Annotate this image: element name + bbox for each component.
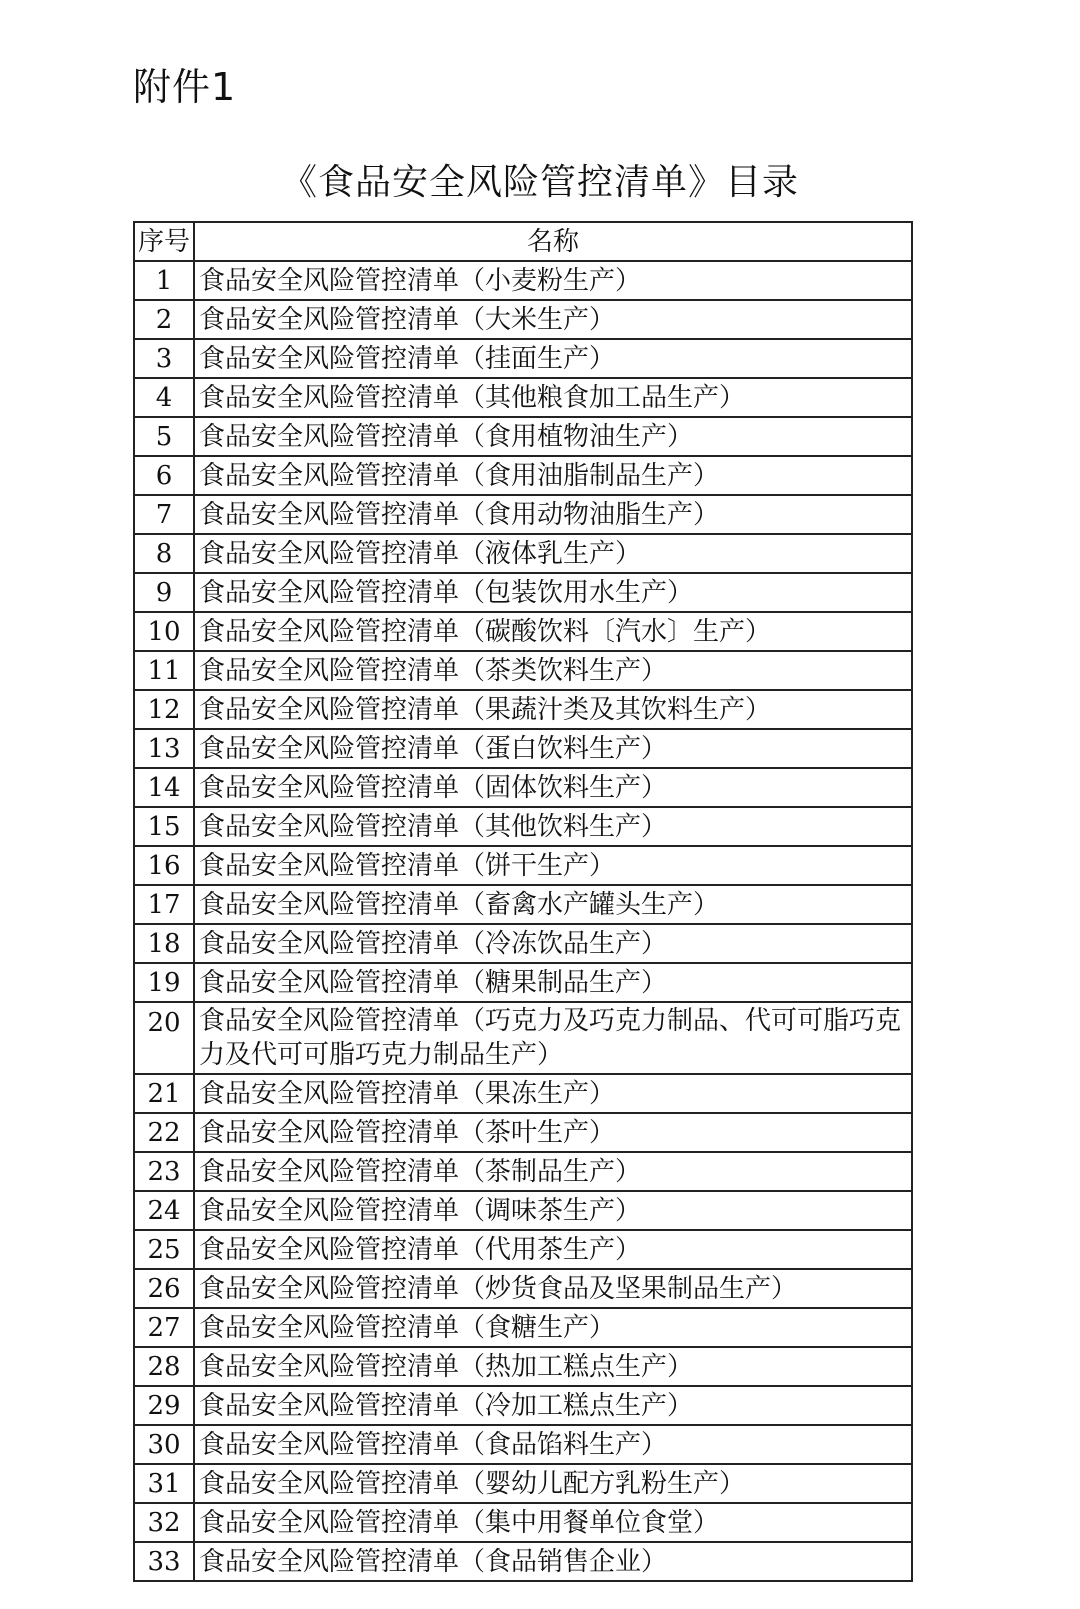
document-title: 《食品安全风险管控清单》目录 (280, 162, 799, 203)
row-name: 食品安全风险管控清单（其他饮料生产） (194, 807, 912, 846)
row-number: 16 (134, 846, 194, 885)
table-row (134, 1074, 912, 1113)
row-number: 13 (134, 729, 194, 768)
row-name: 食品安全风险管控清单（大米生产） (194, 300, 912, 339)
table-row (134, 885, 912, 924)
row-number: 32 (134, 1503, 194, 1542)
catalog-table (133, 221, 913, 1582)
row-name: 食品安全风险管控清单（果冻生产） (194, 1074, 912, 1113)
row-number: 28 (134, 1347, 194, 1386)
table-header-row (134, 222, 912, 261)
column-header-name: 名称 (194, 222, 912, 261)
table-row (134, 807, 912, 846)
table-row (134, 300, 912, 339)
row-number: 12 (134, 690, 194, 729)
table-row (134, 1542, 912, 1581)
table-row (134, 378, 912, 417)
row-number: 5 (134, 417, 194, 456)
row-name: 食品安全风险管控清单（茶叶生产） (194, 1113, 912, 1152)
row-number: 3 (134, 339, 194, 378)
row-number: 6 (134, 456, 194, 495)
row-name: 食品安全风险管控清单（其他粮食加工品生产） (194, 378, 912, 417)
row-number: 26 (134, 1269, 194, 1308)
table-row (134, 963, 912, 1002)
row-number: 15 (134, 807, 194, 846)
table-row (134, 417, 912, 456)
table-row (134, 1503, 912, 1542)
column-header-number: 序号 (134, 222, 194, 261)
table-row (134, 456, 912, 495)
row-name: 食品安全风险管控清单（蛋白饮料生产） (194, 729, 912, 768)
row-name: 食品安全风险管控清单（茶类饮料生产） (194, 651, 912, 690)
table-row (134, 573, 912, 612)
row-number: 2 (134, 300, 194, 339)
row-name: 食品安全风险管控清单（挂面生产） (194, 339, 912, 378)
row-number: 17 (134, 885, 194, 924)
table-row (134, 1464, 912, 1503)
row-name: 食品安全风险管控清单（小麦粉生产） (194, 261, 912, 300)
row-name: 食品安全风险管控清单（婴幼儿配方乳粉生产） (194, 1464, 912, 1503)
table-row (134, 846, 912, 885)
table-row (134, 1152, 912, 1191)
row-number: 11 (134, 651, 194, 690)
row-name: 食品安全风险管控清单（食糖生产） (194, 1308, 912, 1347)
table-row (134, 768, 912, 807)
table-row (134, 534, 912, 573)
row-name: 食品安全风险管控清单（巧克力及巧克力制品、代可可脂巧克力及代可可脂巧克力制品生产） (194, 1002, 912, 1074)
row-number: 25 (134, 1230, 194, 1269)
row-name: 食品安全风险管控清单（碳酸饮料〔汽水〕生产） (194, 612, 912, 651)
table-row (134, 1230, 912, 1269)
row-number: 22 (134, 1113, 194, 1152)
row-number: 14 (134, 768, 194, 807)
row-number: 23 (134, 1152, 194, 1191)
table-row (134, 1002, 912, 1074)
row-number: 27 (134, 1308, 194, 1347)
table-row (134, 1347, 912, 1386)
table-row (134, 1113, 912, 1152)
table-row (134, 261, 912, 300)
row-name: 食品安全风险管控清单（代用茶生产） (194, 1230, 912, 1269)
row-number: 30 (134, 1425, 194, 1464)
row-name: 食品安全风险管控清单（包装饮用水生产） (194, 573, 912, 612)
row-name: 食品安全风险管控清单（食品销售企业） (194, 1542, 912, 1581)
table-row (134, 339, 912, 378)
table-row (134, 1191, 912, 1230)
table-body (134, 261, 912, 1581)
row-number: 24 (134, 1191, 194, 1230)
row-name: 食品安全风险管控清单（糖果制品生产） (194, 963, 912, 1002)
row-name: 食品安全风险管控清单（食用油脂制品生产） (194, 456, 912, 495)
row-name: 食品安全风险管控清单（冷加工糕点生产） (194, 1386, 912, 1425)
row-number: 31 (134, 1464, 194, 1503)
row-name: 食品安全风险管控清单（饼干生产） (194, 846, 912, 885)
row-number: 33 (134, 1542, 194, 1581)
row-name: 食品安全风险管控清单（热加工糕点生产） (194, 1347, 912, 1386)
row-name: 食品安全风险管控清单（果蔬汁类及其饮料生产） (194, 690, 912, 729)
row-name: 食品安全风险管控清单（集中用餐单位食堂） (194, 1503, 912, 1542)
row-number: 19 (134, 963, 194, 1002)
row-name: 食品安全风险管控清单（固体饮料生产） (194, 768, 912, 807)
row-number: 8 (134, 534, 194, 573)
table-row (134, 729, 912, 768)
row-name: 食品安全风险管控清单（食品馅料生产） (194, 1425, 912, 1464)
row-name: 食品安全风险管控清单（调味茶生产） (194, 1191, 912, 1230)
row-name: 食品安全风险管控清单（食用动物油脂生产） (194, 495, 912, 534)
table-row (134, 1425, 912, 1464)
table-row (134, 495, 912, 534)
table-row (134, 1386, 912, 1425)
row-number: 18 (134, 924, 194, 963)
row-name: 食品安全风险管控清单（茶制品生产） (194, 1152, 912, 1191)
table-row (134, 690, 912, 729)
table-row (134, 924, 912, 963)
row-name: 食品安全风险管控清单（冷冻饮品生产） (194, 924, 912, 963)
table-row (134, 1269, 912, 1308)
attachment-label: 附件1 (133, 65, 237, 109)
row-number: 1 (134, 261, 194, 300)
row-name: 食品安全风险管控清单（畜禽水产罐头生产） (194, 885, 912, 924)
row-name: 食品安全风险管控清单（液体乳生产） (194, 534, 912, 573)
row-number: 9 (134, 573, 194, 612)
table-row (134, 651, 912, 690)
row-number: 10 (134, 612, 194, 651)
row-number: 20 (134, 1002, 194, 1074)
table-row (134, 612, 912, 651)
row-name: 食品安全风险管控清单（食用植物油生产） (194, 417, 912, 456)
row-number: 4 (134, 378, 194, 417)
table-row (134, 1308, 912, 1347)
row-name: 食品安全风险管控清单（炒货食品及坚果制品生产） (194, 1269, 912, 1308)
row-number: 29 (134, 1386, 194, 1425)
row-number: 7 (134, 495, 194, 534)
row-number: 21 (134, 1074, 194, 1113)
